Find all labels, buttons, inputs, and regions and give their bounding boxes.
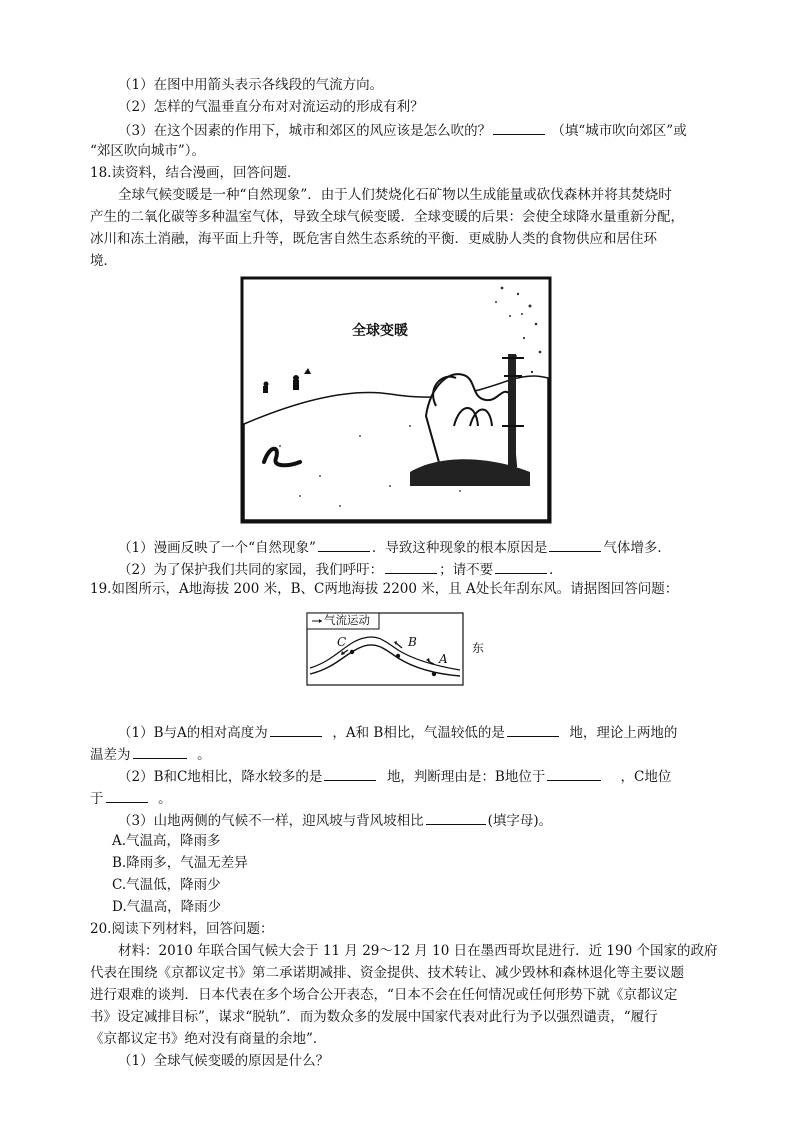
q19-sub2-line2-text: 于: [90, 791, 104, 807]
q18-sub2-text-a: （2）为了保护我们共同的家园，我们呼吁：: [118, 562, 384, 578]
q19-sub2: [118, 766, 671, 786]
diagram-label-b: B: [408, 635, 417, 649]
q19-sub2-line2-end: 。: [158, 791, 172, 807]
diagram-label-c: C: [337, 635, 347, 649]
q19-header: 19.如图所示，A地海拔 200 米，B、C两地海拔 2200 米，且 A处长年刮东风。请据图回答问题：: [90, 581, 679, 597]
q19-option-b[interactable]: B.降雨多，气温无差异: [112, 855, 248, 871]
q19-sub3-blank[interactable]: [426, 810, 486, 825]
q18-sub1-text-a: （1）漫画反映了一个“自然现象”: [118, 540, 316, 556]
q17-sub3-blank[interactable]: [493, 120, 545, 135]
q19-sub3-hint: (填字母)。: [487, 813, 553, 829]
q20-header: 20.阅读下列材料，回答问题：: [90, 921, 274, 937]
q18-para-line-1: 全球气候变暖是一种“自然现象”．由于人们焚烧化石矿物以生成能量或砍伐森林并将其焚烧时: [118, 187, 672, 203]
q19-sub2-blank-2[interactable]: [547, 766, 601, 781]
q18-sub2-text-c: ．: [549, 562, 563, 578]
q19-sub1-line2: [90, 744, 211, 764]
q19-sub1-text-c: 地，理论上两地的: [569, 725, 678, 741]
q20-sub1: （1）全球气候变暖的原因是什么？: [118, 1053, 330, 1069]
q18-sub2: [118, 559, 563, 579]
q19-sub2-text-a: （2）B和C地相比，降水较多的是: [118, 769, 323, 785]
q19-sub3: [118, 810, 552, 830]
q19-sub1-blank-1[interactable]: [270, 722, 322, 737]
q17-sub3-hint: （填“城市吹向郊区”或: [551, 123, 687, 139]
q18-sub1-text-b: ．导致这种现象的根本原因是: [371, 540, 548, 556]
q19-sub1-text-b: ，A和 B相比，气温较低的是: [332, 725, 505, 741]
q19-sub1-blank-3[interactable]: [133, 744, 187, 759]
q18-para-line-2: 产生的二氧化碳等多种温室气体，导致全球气候变暖．全球变暖的后果：会使全球降水量重新分配，: [90, 209, 684, 225]
global-warming-cartoon: [240, 276, 552, 524]
q17-sub2: （2）怎样的气温垂直分布对对流运动的形成有利？: [118, 99, 424, 115]
q20-para-line-2: 代表在围绕《京都议定书》第二承诺期减排、资金提供、技术转让、减少毁林和森林退化等主要议题: [90, 965, 684, 981]
q19-sub1: [118, 722, 677, 742]
diagram-label-east: 东: [472, 641, 485, 655]
q19-sub1-blank-2[interactable]: [507, 722, 559, 737]
q19-sub1-text-a: （1）B与A的相对高度为: [118, 725, 268, 741]
diagram-label-a: A: [439, 652, 448, 666]
q18-sub1: [118, 537, 671, 557]
q19-option-d[interactable]: D.气温高，降雨少: [112, 899, 222, 915]
q19-sub2-blank-1[interactable]: [324, 766, 376, 781]
q18-sub1-text-c: 气体增多．: [603, 540, 671, 556]
q19-option-a[interactable]: A.气温高，降雨多: [112, 833, 221, 849]
q19-sub1-line2-text: 温差为: [90, 747, 131, 763]
q20-para-line-5: 《京都议定书》绝对没有商量的余地”．: [90, 1031, 327, 1047]
q18-sub2-blank-2[interactable]: [495, 559, 547, 574]
q18-sub2-text-b: ；请不要: [439, 562, 494, 578]
q19-sub2-text-b: 地，判断理由是：B地位于: [386, 769, 546, 785]
q20-para-line-3: 进行艰难的谈判．日本代表在多个场合公开表态，“日本不会在任何情况或任何形势下就《京都议定: [90, 987, 678, 1003]
q17-sub1: （1）在图中用箭头表示各线段的气流方向。: [118, 77, 384, 93]
q19-option-c[interactable]: C.气温低，降雨少: [112, 877, 221, 893]
q20-para-line-4: 书》设定减排目标”，谋求“脱轨”．而为数众多的发展中国家代表对此行为予以强烈谴责，“履行: [90, 1009, 658, 1025]
q17-sub3-text: （3）在这个因素的作用下，城市和郊区的风应该是怎么吹的？: [118, 123, 492, 139]
q19-sub2-line2: [90, 788, 172, 808]
q18-para-line-3: 冰川和冻土消融，海平面上升等，既危害自然生态系统的平衡．更威胁人类的食物供应和居住环: [90, 231, 657, 247]
q17-sub3-line2: “郊区吹向城市”）。: [90, 143, 206, 159]
q19-sub2-blank-3[interactable]: [106, 788, 148, 803]
diagram-legend-label: 气流运动: [324, 613, 370, 627]
q19-sub2-text-c: ，C地位: [620, 769, 672, 785]
q19-sub1-line2-end: 。: [197, 747, 211, 763]
q18-sub1-blank-1[interactable]: [318, 537, 370, 552]
cartoon-title: 全球变暖: [352, 323, 408, 339]
q18-header: 18.读资料，结合漫画，回答问题．: [90, 165, 301, 181]
q19-sub3-text: （3）山地两侧的气候不一样，迎风坡与背风坡相比: [118, 813, 424, 829]
q18-sub2-blank-1[interactable]: [385, 559, 437, 574]
q18-para-line-4: 境．: [90, 253, 117, 269]
q17-sub3: [118, 120, 687, 140]
q20-para-line-1: 材料：2010 年联合国气候大会于 11 月 29～12 月 10 日在墨西哥坎昆进行．近 190 个国家的政府: [118, 943, 718, 959]
q18-sub1-blank-2[interactable]: [549, 537, 601, 552]
